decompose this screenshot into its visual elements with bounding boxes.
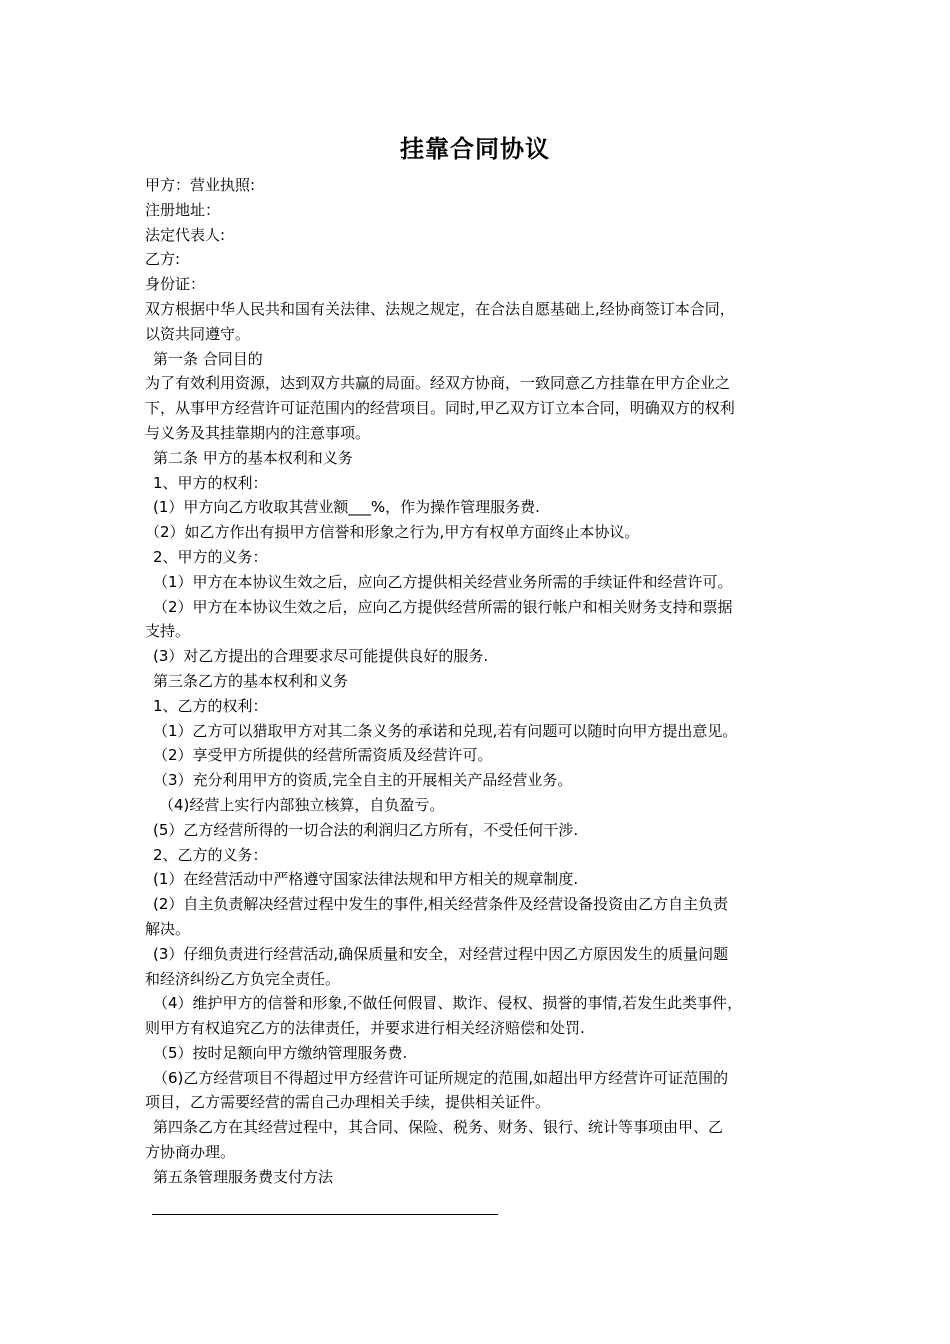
party-a-duty-2-line-1: （2）甲方在本协议生效之后，应向乙方提供经营所需的银行帐户和相关财务支持和票据 (153, 597, 733, 616)
party-b-duty-2-line-2: 解决。 (145, 919, 191, 938)
document-body (145, 173, 815, 1190)
party-a-license: 甲方：营业执照: (145, 176, 256, 194)
legal-representative: 法定代表人: (145, 225, 226, 244)
party-b-right-1: （1）乙方可以猎取甲方对其二条义务的承诺和兑现,若有问题可以随时向甲方提出意见。 (153, 721, 738, 740)
party-b-duty-5: （5）按时足额向甲方缴纳管理服务费. (153, 1043, 408, 1062)
party-b-duty-3-line-1: (3）仔细负责进行经营活动,确保质量和安全，对经营过程中因乙方原因发生的质量问题 (153, 944, 729, 963)
party-a-right-2: （2）如乙方作出有损甲方信誉和形象之行为,甲方有权单方面终止本协议。 (145, 523, 640, 542)
party-b-rights-heading: 1、乙方的权利： (153, 696, 268, 715)
article-5-heading: 第五条管理服务费支付方法 (153, 1167, 334, 1186)
party-b-duty-3-line-2: 和经济纠纷乙方负完全责任。 (145, 969, 341, 988)
registered-address: 注册地址： (145, 200, 221, 219)
article-4-line-1: 第四条乙方在其经营过程中，其合同、保险、税务、财务、银行、统计等事项由甲、乙 (153, 1118, 724, 1137)
preamble-line-2: 以资共同遵守。 (145, 324, 251, 343)
preamble-line-1: 双方根据中华人民共和国有关法律、法规之规定，在合法自愿基础上,经协商签订本合同， (145, 299, 735, 318)
party-b-duty-2-line-1: (2）自主负责解决经营过程中发生的事件,相关经营条件及经营设备投资由乙方自主负责 (153, 895, 729, 914)
party-a-duty-1: （1）甲方在本协议生效之后，应向乙方提供相关经营业务所需的手续证件和经营许可。 (153, 572, 733, 591)
article-1-line-1: 为了有效利用资源，达到双方共赢的局面。经双方协商，一致同意乙方挂靠在甲方企业之 (145, 374, 731, 393)
party-b-right-4: （4)经营上实行内部独立核算，自负盈亏。 (159, 795, 445, 814)
party-b-right-2: （2）享受甲方所提供的经营所需资质及经营许可。 (153, 746, 493, 765)
article-1-heading: 第一条 合同目的 (153, 349, 263, 368)
article-4-line-2: 方协商办理。 (145, 1143, 236, 1162)
party-b-duty-4-line-1: （4）维护甲方的信誉和形象,不做任何假冒、欺诈、侵权、损誉的事情,若发生此类事件， (153, 994, 743, 1013)
article-1-line-3: 与义务及其挂靠期内的注意事项。 (145, 423, 371, 442)
party-b-duties-heading: 2、乙方的义务： (153, 845, 268, 864)
party-b-right-5: (5）乙方经营所得的一切合法的利润归乙方所有，不受任何干涉. (153, 820, 579, 839)
party-b: 乙方: (145, 250, 181, 269)
party-a-right-1: (1）甲方向乙方收取其营业额___%，作为操作管理服务费. (153, 498, 540, 517)
article-3-heading: 第三条乙方的基本权利和义务 (153, 671, 349, 690)
party-a-duties-heading: 2、甲方的义务： (153, 547, 268, 566)
id-card: 身份证： (145, 275, 206, 294)
party-a-duty-3: (3）对乙方提出的合理要求尽可能提供良好的服务. (153, 647, 489, 666)
article-1-line-2: 下，从事甲方经营许可证范围内的经营项目。同时,甲乙双方订立本合同，明确双方的权利 (145, 399, 735, 418)
party-b-duty-6-line-1: （6)乙方经营项目不得超过甲方经营许可证所规定的范围,如超出甲方经营许可证范围的 (153, 1068, 729, 1087)
article-2-heading: 第二条 甲方的基本权利和义务 (153, 448, 353, 467)
party-b-right-3: （3）充分利用甲方的资质,完全自主的开展相关产品经营业务。 (153, 771, 573, 790)
footnote-separator (152, 1214, 498, 1215)
document-title: 挂靠合同协议 (400, 135, 550, 163)
party-b-duty-6-line-2: 项目，乙方需要经营的需自己办理相关手续，提供相关证件。 (145, 1093, 551, 1112)
party-a-rights-heading: 1、甲方的权利： (153, 473, 268, 492)
party-b-duty-1: (1）在经营活动中严格遵守国家法律法规和甲方相关的规章制度. (153, 870, 579, 889)
party-a-duty-2-line-2: 支持。 (145, 622, 191, 641)
party-b-duty-4-line-2: 则甲方有权追究乙方的法律责任，并要求进行相关经济赔偿和处罚. (145, 1019, 585, 1038)
